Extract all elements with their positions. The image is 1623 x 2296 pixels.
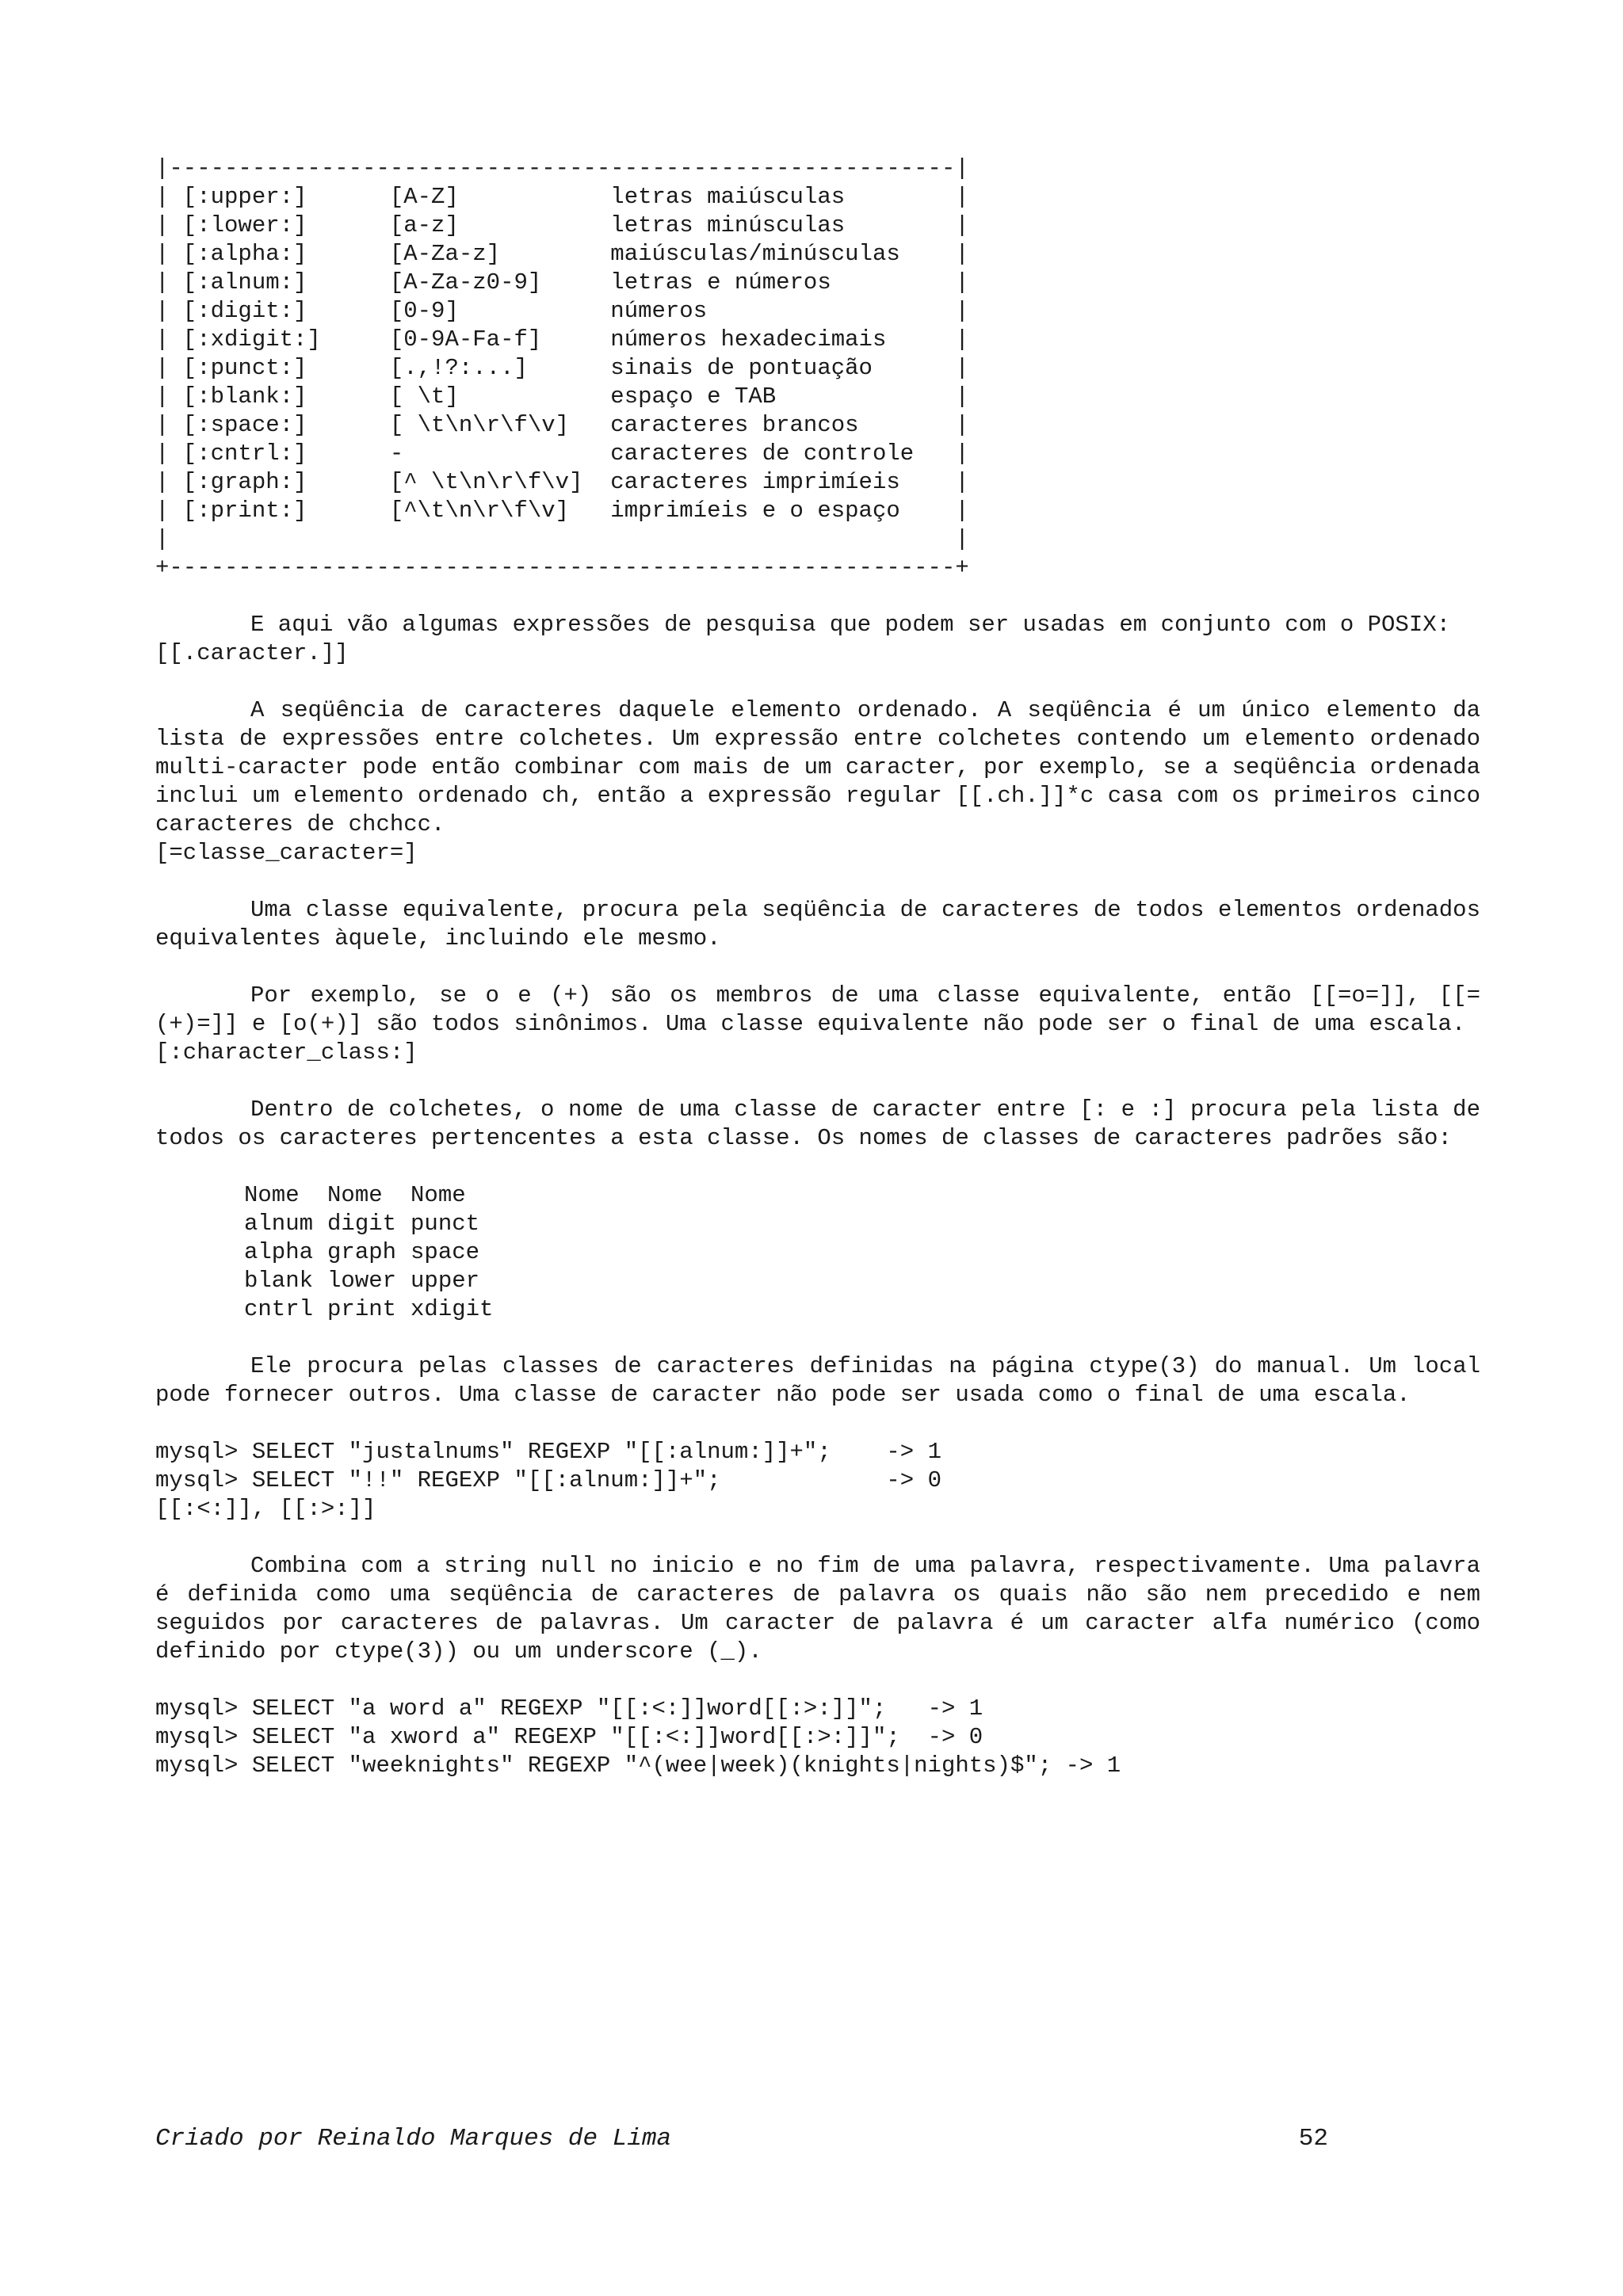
class-names-row	[244, 1295, 507, 1324]
table-empty-row: | |	[155, 526, 969, 552]
sql-command: mysql> SELECT "justalnums" REGEXP "[[:alnum:]]+";	[155, 1439, 831, 1465]
word-boundary-heading: [[:<:]], [[:>:]]	[155, 1496, 376, 1522]
sql-command: mysql> SELECT "a xword a" REGEXP "[[:<:]]word[[:>:]]";	[155, 1724, 900, 1750]
class-name-cell: print	[327, 1296, 397, 1322]
footer-author: Criado por Reinaldo Marques de Lima	[155, 2125, 672, 2153]
word-boundary-examples-code	[155, 1695, 1480, 1780]
code-example-line	[155, 1695, 983, 1722]
class-names-header-row	[244, 1181, 507, 1210]
class-name-cell: space	[411, 1239, 480, 1265]
class-name-cell: digit	[327, 1211, 397, 1237]
class-name-cell: upper	[411, 1268, 480, 1294]
sql-command: mysql> SELECT "weeknights" REGEXP "^(wee|week)(knights|nights)$";	[155, 1753, 1052, 1779]
equivalence-paragraph-1: Uma classe equivalente, procura pela seqüência de caracteres de todos elementos ordenados equivalentes àquele, incluindo ele mesmo.	[155, 897, 1480, 952]
sql-result: -> 0	[927, 1724, 983, 1750]
table-row: | [:upper:] [A-Z] letras maiúsculas |	[155, 184, 969, 210]
table-row: | [:cntrl:] - caracteres de controle |	[155, 441, 969, 467]
class-names-row	[244, 1267, 507, 1295]
sql-result: -> 0	[886, 1467, 941, 1493]
class-names-table	[244, 1181, 507, 1324]
word-boundary-paragraph: Combina com a string null no inicio e no fim de uma palavra, respectivamente. Uma palavra é definida como uma seqüência de caracteres de palavra os quais não são nem precedido e nem seguidos por caracteres de palavras. Um caracter de palavra é um caracter alfa numérico (como definido por ctype(3)) ou um underscore (_).	[155, 1553, 1480, 1665]
document-page	[155, 154, 1480, 1780]
class-name-cell: blank	[244, 1268, 314, 1294]
character-class-paragraph-2: Ele procura pelas classes de caracteres definidas na página ctype(3) do manual. Um local pode fornecer outros. Uma classe de caracter não pode ser usada como o final de uma escala.	[155, 1353, 1480, 1408]
class-name-cell: lower	[327, 1268, 397, 1294]
table-row: | [:digit:] [0-9] números |	[155, 298, 969, 324]
sql-result: -> 1	[927, 1695, 983, 1722]
class-names-header-cell: Nome	[244, 1182, 300, 1208]
intro-paragraph: E aqui vão algumas expressões de pesquisa que podem ser usadas em conjunto com o POSIX:	[250, 612, 1451, 638]
character-class-heading: [:character_class:]	[155, 1039, 418, 1066]
class-names-header-cell: Nome	[327, 1182, 383, 1208]
sql-result: -> 1	[1065, 1753, 1121, 1779]
code-spacing	[900, 1724, 928, 1750]
code-example-line	[155, 1753, 1121, 1779]
class-name-cell: alnum	[244, 1211, 314, 1237]
table-row: | [:blank:] [ \t] espaço e TAB |	[155, 383, 969, 410]
table-row: | [:xdigit:] [0-9A-Fa-f] números hexadecimais |	[155, 326, 969, 353]
class-names-row	[244, 1210, 507, 1238]
table-row: | [:space:] [ \t\n\r\f\v] caracteres brancos |	[155, 412, 969, 438]
alnum-examples-code	[155, 1438, 1480, 1495]
equivalence-paragraph-2: Por exemplo, se o e (+) são os membros de uma classe equivalente, então [[=o=]], [[=(+)=]] e [o(+)] são todos sinônimos. Uma classe equivalente não pode ser o final de uma escala.	[155, 982, 1480, 1037]
table-row: | [:alnum:] [A-Za-z0-9] letras e números |	[155, 269, 969, 296]
table-bottom-border: +---------------------------------------------------------+	[155, 555, 969, 581]
table-top-border: |---------------------------------------------------------|	[155, 155, 969, 181]
table-row: | [:graph:] [^ \t\n\r\f\v] caracteres imprimíeis |	[155, 469, 969, 495]
table-row: | [:lower:] [a-z] letras minúsculas |	[155, 212, 969, 238]
class-name-cell: cntrl	[244, 1296, 314, 1322]
table-row: | [:print:] [^\t\n\r\f\v] imprimíeis e o espaço |	[155, 498, 969, 524]
code-example-line	[155, 1467, 941, 1493]
sql-command: mysql> SELECT "a word a" REGEXP "[[:<:]]word[[:>:]]";	[155, 1695, 887, 1722]
code-spacing	[831, 1439, 887, 1465]
code-spacing	[1052, 1753, 1065, 1779]
code-spacing	[886, 1695, 927, 1722]
table-row: | [:alpha:] [A-Za-z] maiúsculas/minúsculas |	[155, 241, 969, 267]
sql-result: -> 1	[886, 1439, 941, 1465]
class-names-row	[244, 1238, 507, 1267]
collating-heading: [[.caracter.]]	[155, 640, 349, 666]
class-name-cell: xdigit	[411, 1296, 494, 1322]
sql-command: mysql> SELECT "!!" REGEXP "[[:alnum:]]+";	[155, 1467, 721, 1493]
posix-class-table	[155, 154, 1480, 582]
class-name-cell: punct	[411, 1211, 480, 1237]
page-number: 52	[1298, 2125, 1328, 2153]
table-row: | [:punct:] [.,!?:...] sinais de pontuação |	[155, 355, 969, 381]
code-spacing	[721, 1467, 887, 1493]
class-name-cell: graph	[327, 1239, 397, 1265]
code-example-line	[155, 1439, 941, 1465]
class-name-cell: alpha	[244, 1239, 314, 1265]
equivalence-heading: [=classe_caracter=]	[155, 840, 418, 866]
collating-paragraph: A seqüência de caracteres daquele elemento ordenado. A seqüência é um único elemento da lista de expressões entre colchetes. Um expressão entre colchetes contendo um elemento ordenado multi-caracter pode então combinar com mais de um caracter, por exemplo, se a seqüência ordenada inclui um elemento ordenado ch, então a expressão regular [[.ch.]]*c casa com os primeiros cinco caracteres de chchcc.	[155, 697, 1480, 837]
character-class-paragraph-1: Dentro de colchetes, o nome de uma classe de caracter entre [: e :] procura pela lista de todos os caracteres pertencentes a esta classe. Os nomes de classes de caracteres padrões são:	[155, 1097, 1480, 1151]
code-example-line	[155, 1724, 983, 1750]
class-names-header-cell: Nome	[411, 1182, 466, 1208]
page-footer	[155, 2123, 1328, 2155]
